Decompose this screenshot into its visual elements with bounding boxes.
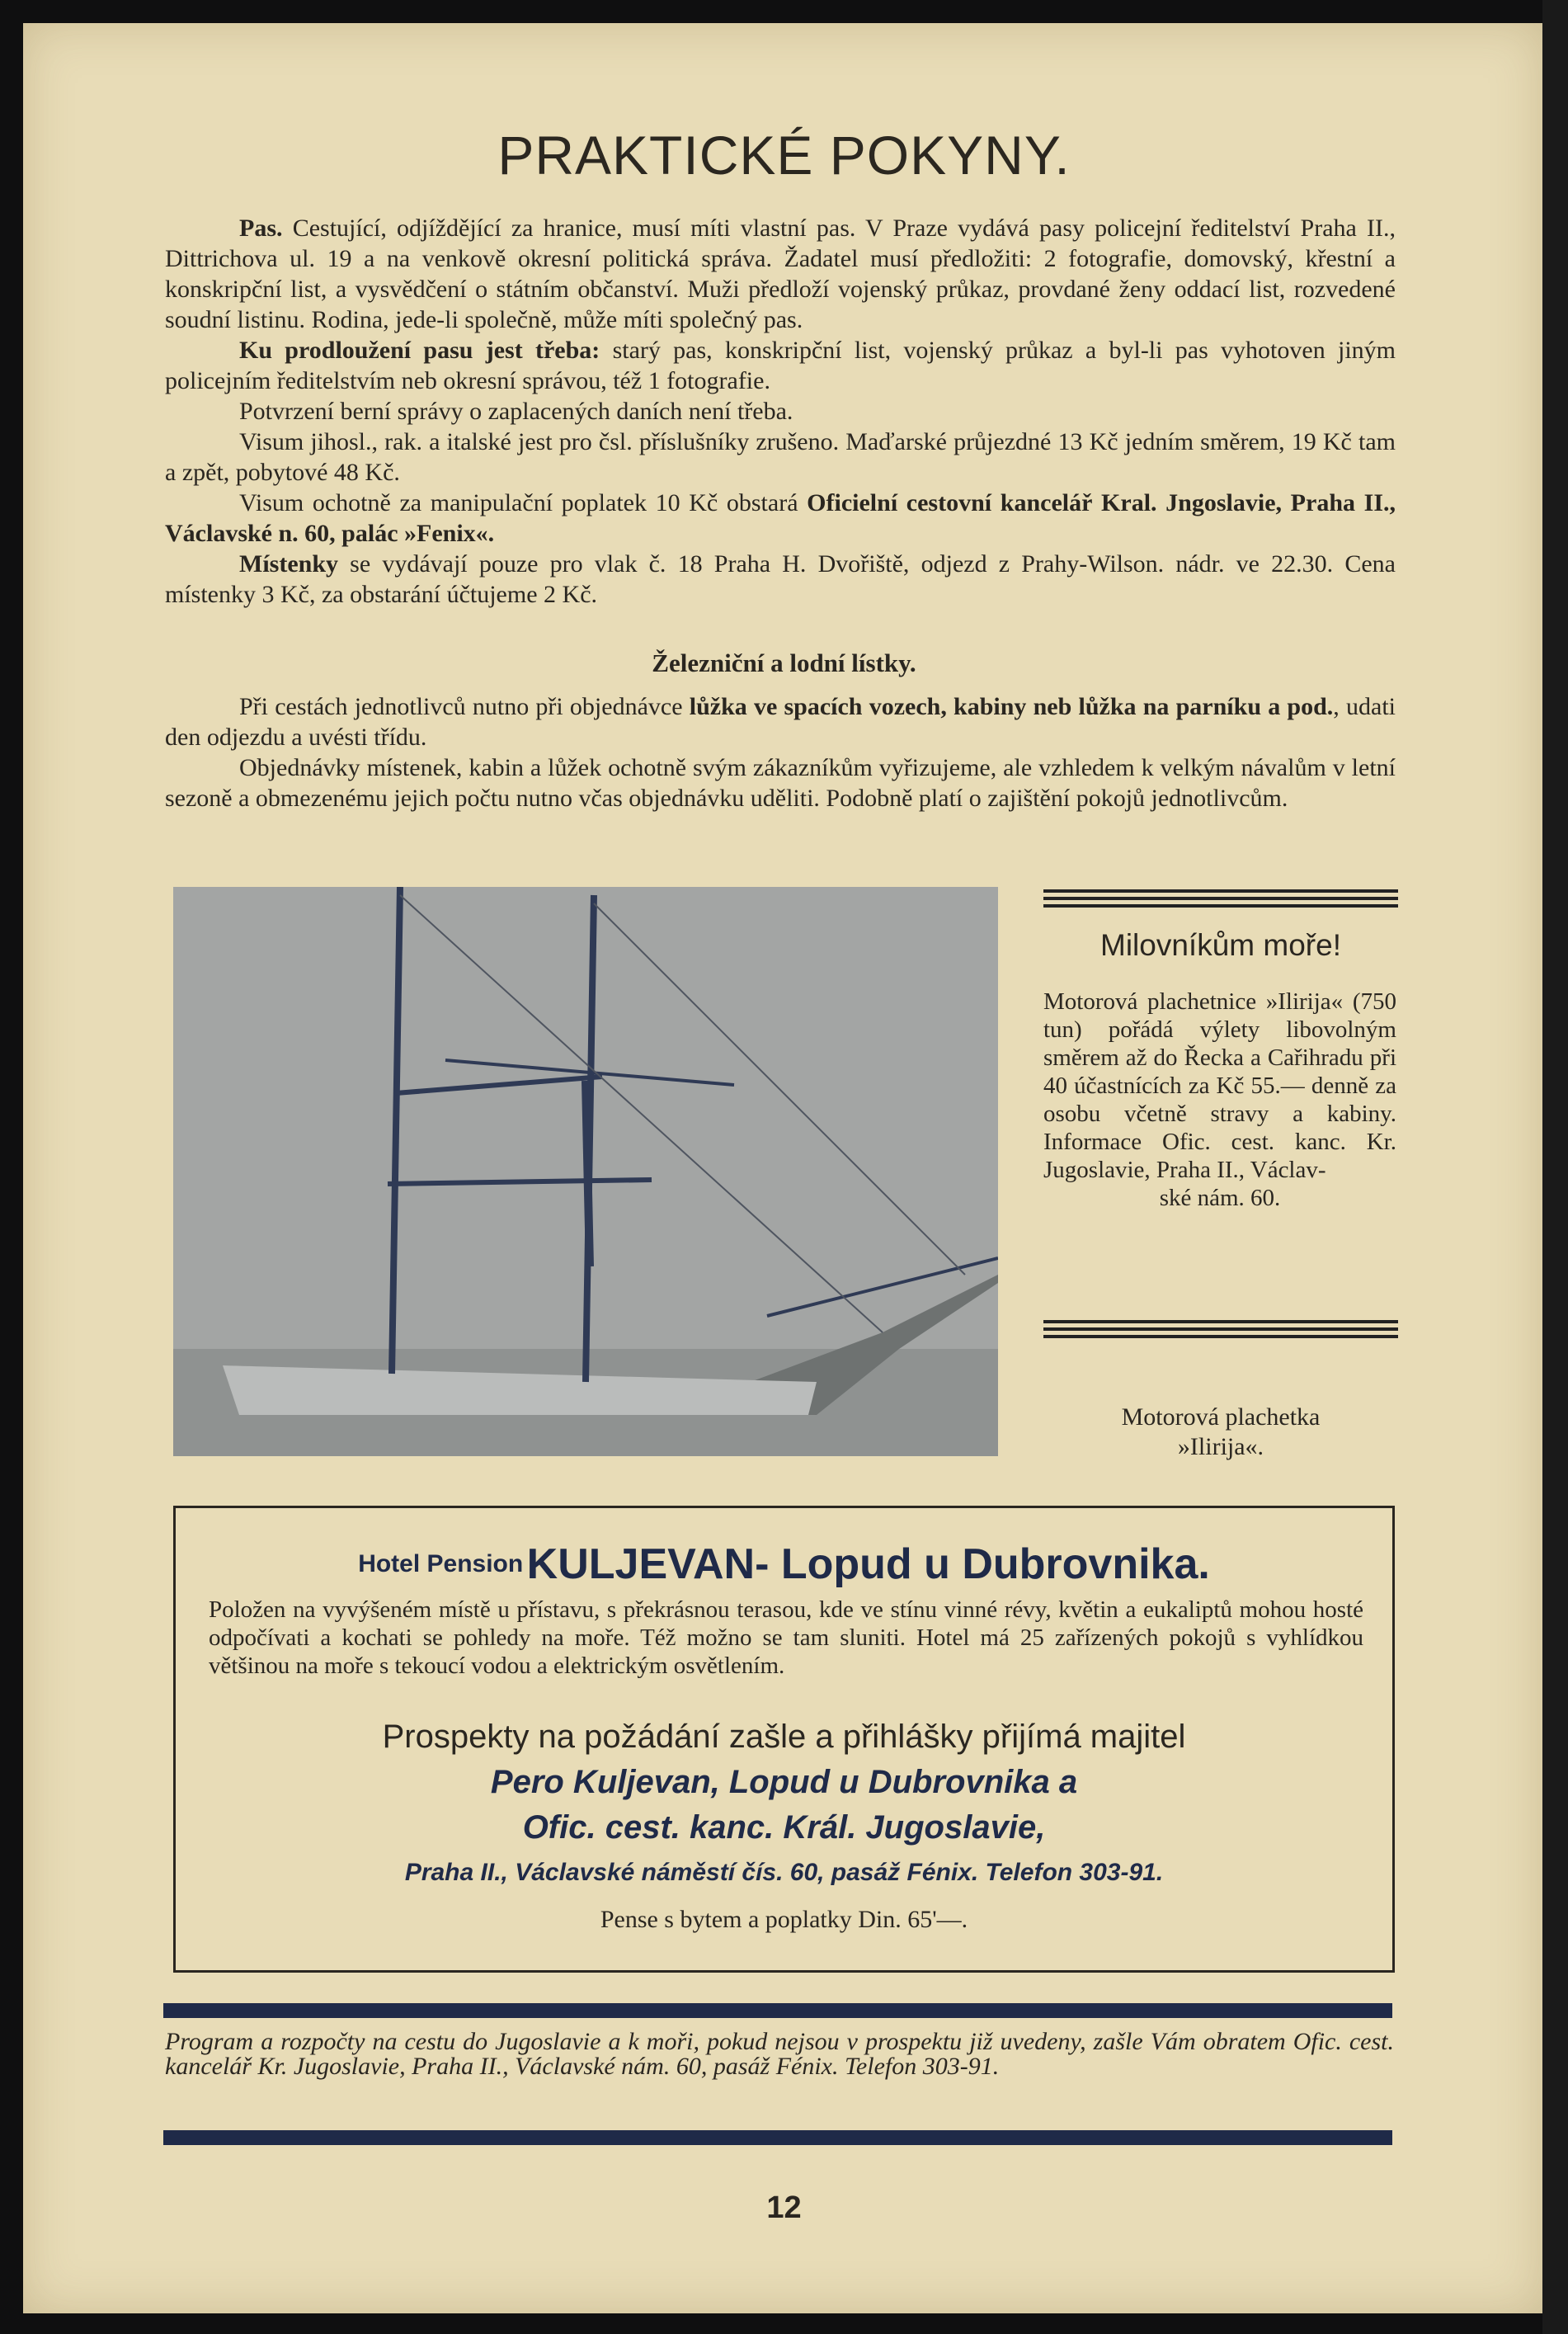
sailing-ship-illustration [173,887,998,1456]
page-number: 12 [766,2190,802,2225]
scan-edge [1542,0,1568,2334]
hotel-prospects: Prospekty na požádání zašle a přihlášky přijímá majitel [382,1719,1186,1755]
tickets-paragraph-1 [165,691,1396,752]
tickets-text-a: Při cestách jednotlivců nutno při objednávce [239,693,690,720]
hotel-pension-price: Pense s bytem a poplatky Din. 65'—. [600,1906,968,1933]
sidebar-heading: Milovníkům moře! [1100,928,1341,962]
ship-photo [173,887,998,1456]
sidebar-text [1043,988,1396,1212]
pas-text: Cestující, odjíždějící za hranice, musí míti vlastní pas. V Praze vydává pasy policejní ředitelství Praha II., Dittrichova ul. 19 a na venkově okresní politická správa. Žadatel musí předložiti: 2 fotografie, domovský, křestní a konskripční list, a vysvědčení o státním občanství. Muži předloží vojenský průkaz, provdané ženy oddací list, rozvedené soudní listinu. Rodina, jede-li společně, může míti společný pas. [165,215,1396,333]
visa-paragraph: Visum jihosl., rak. a italské jest pro čsl. příslušníky zrušeno. Maďarské průjezdné 13 Kč jedním směrem, 19 Kč tam a zpět, pobytové 48 Kč. [165,428,1396,486]
tickets-paragraph-2: Objednávky místenek, kabin a lůžek ochotně svým zákazníkům vyřizujeme, ale vzhledem k velkým návalům v letní sezoně a obmezenému jejich počtu nutno včas objednávku uděliti. Podobně platí o zajištění pokojů jednotlivcům. [165,754,1396,812]
hotel-heading [176,1539,1392,1589]
sidebar-body-last: ské nám. 60. [1159,1185,1281,1211]
caption-line-1: Motorová plachetka [1121,1403,1321,1431]
caption-line-2: »Ilirija«. [1177,1433,1264,1460]
hotel-address: Praha II., Václavské náměstí čís. 60, pasáž Fénix. Telefon 303-91. [404,1859,1164,1886]
photo-caption [1043,1403,1398,1462]
tickets-text-c: , udati den odjezdu a uvésti třídu. [165,693,1396,751]
sidebar-bottom-rule [1043,1320,1398,1342]
visa-office-text: Visum ochotně za manipulační poplatek 10 Kč obstará [239,489,808,516]
mistenky-paragraph [165,549,1396,610]
mistenky-text: se vydávají pouze pro vlak č. 18 Praha H. Dvořiště, odjezd z Prahy-Wilson. nádr. ve 22.30. Cena místenky 3 Kč, za obstarání účtujeme 2 Kč. [165,550,1396,608]
hotel-owner: Pero Kuljevan, Lopud u Dubrovnika a [490,1764,1078,1800]
tickets-heading: Železniční a lodní lístky. [652,648,916,677]
pas-lead: Pas. [239,215,283,242]
program-note: Program a rozpočty na cestu do Jugoslavie a k moři, pokud nejsou v prospektu již uvedeny, zašle Vám obratem Ofic. cest. kancelář Kr. Jugoslavie, Praha II., Václavské nám. 60, pasáž Fénix. Telefon 303-91. [165,2028,1394,2080]
tickets-text-b: lůžka ve spacích vozech, kabiny neb lůžka na parníku a pod. [689,693,1334,720]
visa-office-paragraph [165,488,1396,549]
pas-section [165,213,1396,610]
renewal-paragraph [165,335,1396,396]
hotel-description: Položen na vyvýšeném místě u přístavu, s překrásnou terasou, kde ve stínu vinné révy, květin a eukaliptů mohou hosté odpočívati a kochati se pohledy na moře. Též možno se tam sluniti. Hotel má 25 zařízených pokojů s vyhlídkou většinou na moře s tekoucí vodou a elektrickým osvětlením. [209,1596,1363,1679]
tax-paragraph: Potvrzení berní správy o zaplacených daních není třeba. [239,398,793,425]
mistenky-lead: Místenky [239,550,338,578]
sidebar-top-rule [1043,889,1398,912]
renewal-text: starý pas, konskripční list, vojenský průkaz a byl-li pas vyhotoven jiným policejním ředitelstvím neb okresní správou, též 1 fotografie. [165,337,1396,394]
visa-office-name: Oficielní cestovní kancelář Kral. Jngoslavie, Praha II., Václavské n. 60, palác »Fenix«. [165,489,1396,547]
hotel-advertisement [173,1506,1395,1973]
sidebar-body: Motorová plachetnice »Ilirija« (750 tun) pořádá výlety libovolným směrem až do Řecka a Cařihradu při 40 účastnících za Kč 55.— denně za osobu včetně stravy a kabiny. Informace Ofic. cest. kanc. Kr. Jugoslavie, Praha II., Václav- [1043,988,1396,1183]
renewal-lead: Ku prodloužení pasu jest třeba: [239,337,600,364]
program-bottom-bar [163,2130,1392,2145]
pas-paragraph [165,213,1396,335]
program-top-bar [163,2003,1392,2018]
hotel-office: Ofic. cest. kanc. Král. Jugoslavie, [522,1809,1046,1846]
hotel-prefix: Hotel Pension [358,1550,524,1577]
page-title: PRAKTICKÉ POKYNY. [497,125,1071,186]
hotel-name: KULJEVAN- Lopud u Dubrovnika. [526,1540,1210,1588]
tickets-section [165,691,1396,813]
